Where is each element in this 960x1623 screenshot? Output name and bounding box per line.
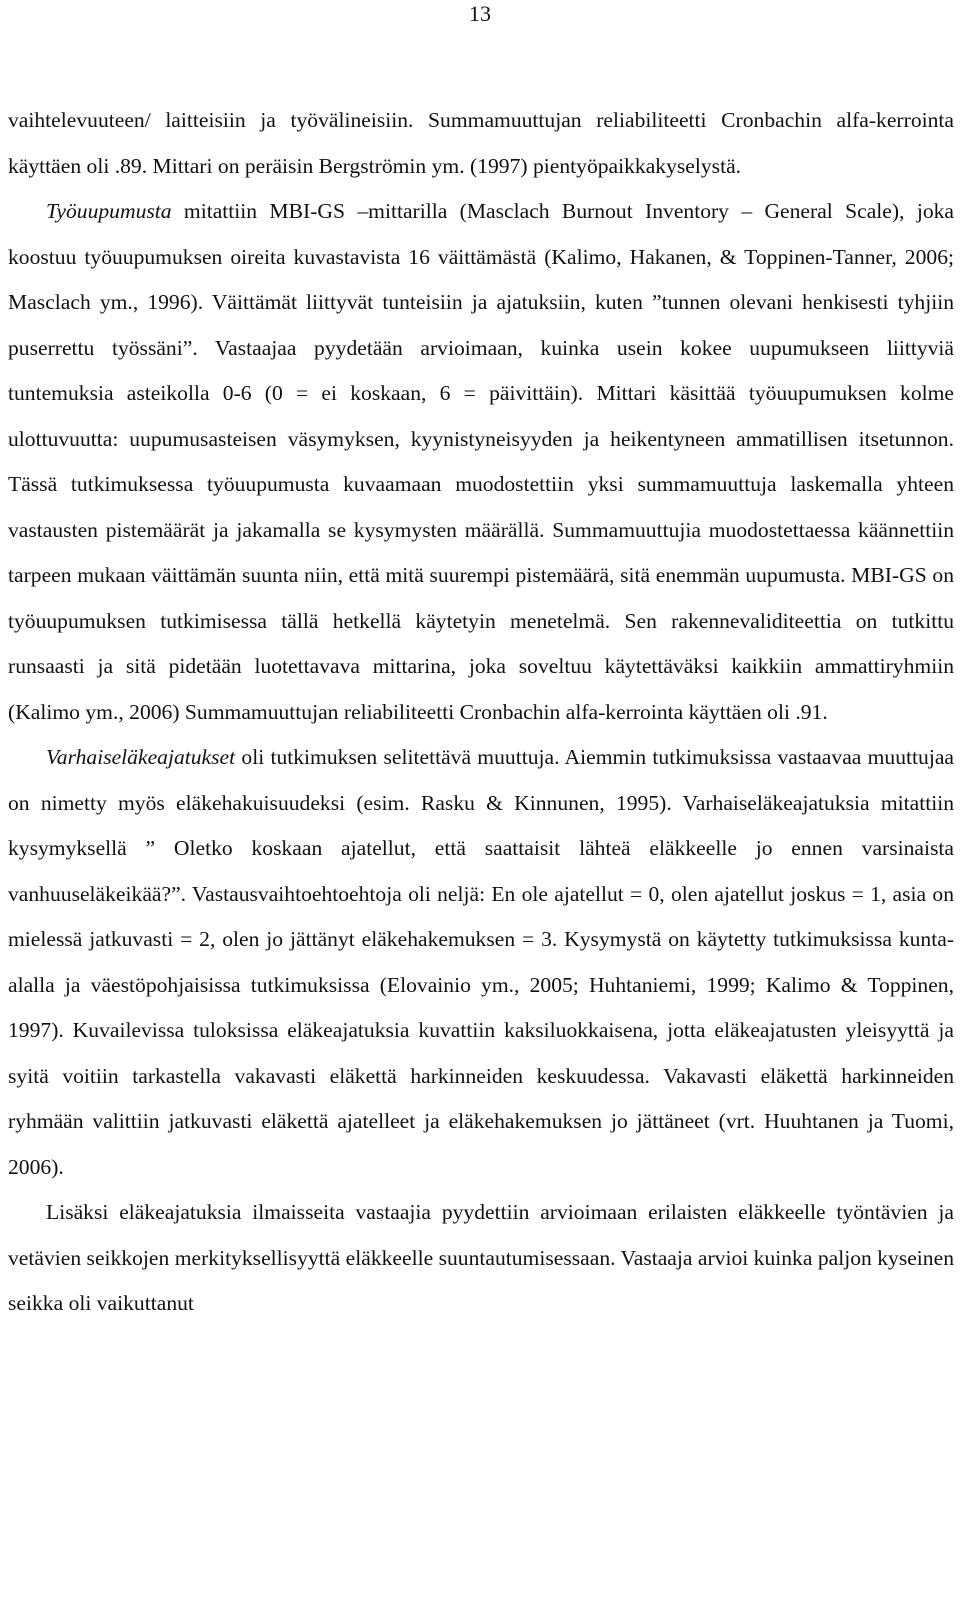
paragraph-4	[8, 1190, 954, 1327]
paragraph-3	[8, 735, 954, 1190]
paragraph-1	[8, 98, 954, 189]
paragraph-3-text: oli tutkimuksen selitettävä muuttuja. Aiemmin tutkimuksissa vastaavaa muuttujaa on nimetty myös eläkehakuisuudeksi (esim. Rasku & Kinnunen, 1995). Varhaiseläkeajatuksia mitattiin kysymyksellä ” Oletko koskaan ajatellut, että saattaisit lähteä eläkkeelle jo ennen varsinaista vanhuuseläkeikää?”. Vastausvaihtoehtoehtoja oli neljä: En ole ajatellut = 0, olen ajatellut joskus = 1, asia on mielessä jatkuvasti = 2, olen jo jättänyt eläkehakemuksen = 3. Kysymystä on käytetty tutkimuksissa kunta-alalla ja väestöpohjaisissa tutkimuksissa (Elovainio ym., 2005; Huhtaniemi, 1999; Kalimo & Toppinen, 1997). Kuvailevissa tuloksissa eläkeajatuksia kuvattiin kaksiluokkaisena, jotta eläkeajatusten yleisyyttä ja syitä voitiin tarkastella vakavasti eläkettä harkinneiden keskuudessa. Vakavasti eläkettä harkinneiden ryhmään valittiin jatkuvasti eläkettä ajatelleet ja eläkehakemuksen jo jättäneet (vrt. Huuhtanen ja Tuomi, 2006).	[8, 745, 954, 1179]
page-number: 13	[469, 1, 491, 26]
paragraph-2-lead-term: Työuupumusta	[46, 199, 172, 223]
paragraph-4-text: Lisäksi eläkeajatuksia ilmaisseita vastaajia pyydettiin arvioimaan erilaisten eläkkeelle työntävien ja vetävien seikkojen merkityksellisyyttä eläkkeelle suuntautumisessaan. Vastaaja arvioi kuinka paljon kyseinen seikka oli vaikuttanut	[8, 1200, 954, 1315]
paragraph-3-lead-term: Varhaiseläkeajatukset	[46, 745, 236, 769]
paragraph-1-text: vaihtelevuuteen/ laitteisiin ja työvälineisiin. Summamuuttujan reliabiliteetti Cronbachin alfa-kerrointa käyttäen oli .89. Mittari on peräisin Bergströmin ym. (1997) pientyöpaikkakyselystä.	[8, 108, 954, 178]
paragraph-2	[8, 189, 954, 735]
document-body	[8, 98, 954, 1327]
paragraph-2-text: mitattiin MBI-GS –mittarilla (Masclach Burnout Inventory – General Scale), joka koostuu työuupumuksen oireita kuvastavista 16 väittämästä (Kalimo, Hakanen, & Toppinen-Tanner, 2006; Masclach ym., 1996). Väittämät liittyvät tunteisiin ja ajatuksiin, kuten ”tunnen olevani henkisesti tyhjiin puserrettu työssäni”. Vastaajaa pyydetään arvioimaan, kuinka usein kokee uupumukseen liittyviä tuntemuksia asteikolla 0-6 (0 = ei koskaan, 6 = päivittäin). Mittari käsittää työuupumuksen kolme ulottuvuutta: uupumusasteisen väsymyksen, kyynistyneisyyden ja heikentyneen ammatillisen itsetunnon. Tässä tutkimuksessa työuupumusta kuvaamaan muodostettiin yksi summamuuttuja laskemalla yhteen vastausten pistemäärät ja jakamalla se kysymysten määrällä. Summamuuttujia muodostettaessa käännettiin tarpeen mukaan väittämän suunta niin, että mitä suurempi pistemäärä, sitä enemmän uupumusta. MBI-GS on työuupumuksen tutkimisessa tällä hetkellä käytetyin menetelmä. Sen rakennevaliditeettia on tutkittu runsaasti ja sitä pidetään luotettavava mittarina, joka soveltuu käytettäväksi kaikkiin ammattiryhmiin (Kalimo ym., 2006) Summamuuttujan reliabiliteetti Cronbachin alfa-kerrointa käyttäen oli .91.	[8, 199, 954, 724]
